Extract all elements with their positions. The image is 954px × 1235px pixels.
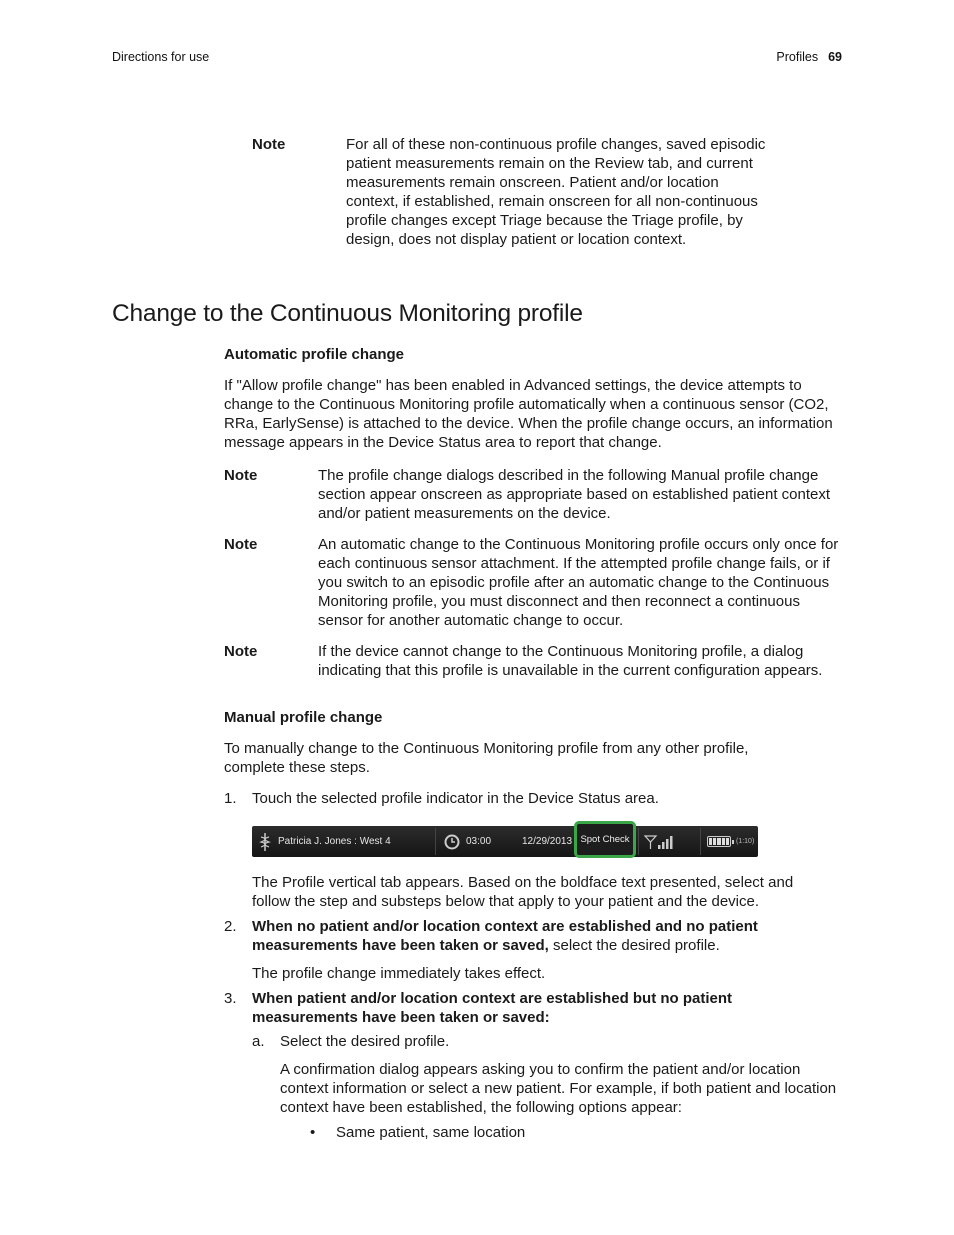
wifi-signal-icon — [644, 833, 674, 851]
step-number: 3. — [224, 990, 237, 1007]
clock-icon — [444, 834, 460, 850]
note-label: Note — [224, 467, 258, 484]
patient-name: Patricia J. Jones : West 4 — [278, 836, 391, 847]
clock-area[interactable] — [444, 826, 491, 857]
date-value: 12/29/2013 — [522, 836, 573, 847]
note-label: Note — [252, 136, 286, 153]
note-text: The profile change dialogs described in the following Manual profile change section appear onscreen as appropriate based on established patient context and/or patient measurements on the device. — [318, 467, 831, 522]
signal-strength — [644, 826, 674, 857]
battery-icon — [707, 836, 731, 847]
section-title: Change to the Continuous Monitoring profile — [112, 300, 583, 327]
substep-text: Select the desired profile. — [280, 1033, 450, 1050]
subheading-manual: Manual profile change — [224, 709, 383, 726]
substep-letter: a. — [252, 1033, 265, 1050]
subheading-automatic: Automatic profile change — [224, 346, 405, 363]
profile-indicator-button[interactable] — [574, 821, 636, 858]
profile-indicator-label: Spot Check — [580, 834, 630, 845]
time-value: 03:00 — [466, 836, 492, 847]
note-label: Note — [224, 643, 258, 660]
bullet-text: Same patient, same location — [336, 1124, 526, 1141]
battery-status — [707, 826, 754, 857]
substep-followup: A confirmation dialog appears asking you to confirm the patient and/or location context information or select a new patient. For example, if both patient and location context have been established, the following options appear: — [280, 1061, 837, 1116]
step-text: Touch the selected profile indicator in the Device Status area. — [252, 790, 659, 807]
running-header-title: Directions for use — [112, 50, 210, 64]
note-label: Note — [224, 536, 258, 553]
step-number: 2. — [224, 918, 237, 935]
note-text: For all of these non-continuous profile changes, saved episodic patient measurements remain on the Review tab, and current measurements remain onscreen. Patient and/or location context, if established, remain onscreen for all non-continuous profile changes except Triage because the Triage profile, by design, does not display patient or location context. — [346, 136, 766, 248]
step-number: 1. — [224, 790, 237, 807]
battery-time: (1:10) — [736, 838, 755, 845]
manual-intro: To manually change to the Continuous Monitoring profile from any other profile, complete these steps. — [224, 740, 749, 776]
step-condition: When patient and/or location context are established but no patient measurements have been taken or saved: — [252, 990, 733, 1026]
running-header-section: Profiles — [776, 50, 819, 64]
step-text — [252, 918, 812, 956]
bullet-mark: • — [310, 1124, 316, 1141]
patient-context[interactable] — [252, 826, 435, 857]
page-number: 69 — [828, 50, 842, 64]
step2-followup: The profile change immediately takes effect. — [252, 965, 546, 982]
device-status-bar — [252, 826, 758, 857]
running-header-right — [776, 50, 842, 64]
note-text: An automatic change to the Continuous Monitoring profile occurs only once for each continuous sensor attachment. If the attempted profile change fails, or if you switch to an episodic profile after an automatic change to the Continuous Monitoring profile, you must disconnect and then reconnect a continuous sensor for another automatic change to occur. — [318, 536, 839, 629]
caduceus-icon — [258, 832, 272, 852]
step1-followup: The Profile vertical tab appears. Based on the boldface text presented, select and follow the step and substeps below that apply to your patient and the device. — [252, 874, 794, 910]
note-text: If the device cannot change to the Continuous Monitoring profile, a dialog indicating that this profile is unavailable in the current configuration appears. — [318, 643, 823, 679]
automatic-paragraph: If "Allow profile change" has been enabled in Advanced settings, the device attempts to change to the Continuous Monitoring profile automatically when a continuous sensor (CO2, RRa, EarlySense) is attached to the device. When the profile change occurs, an information message appears in the Device Status area to report that change. — [224, 377, 833, 451]
step-condition: When no patient and/or location context are established and no patient measurements have been taken or saved, — [252, 918, 758, 954]
step-action: select the desired profile. — [548, 936, 720, 954]
